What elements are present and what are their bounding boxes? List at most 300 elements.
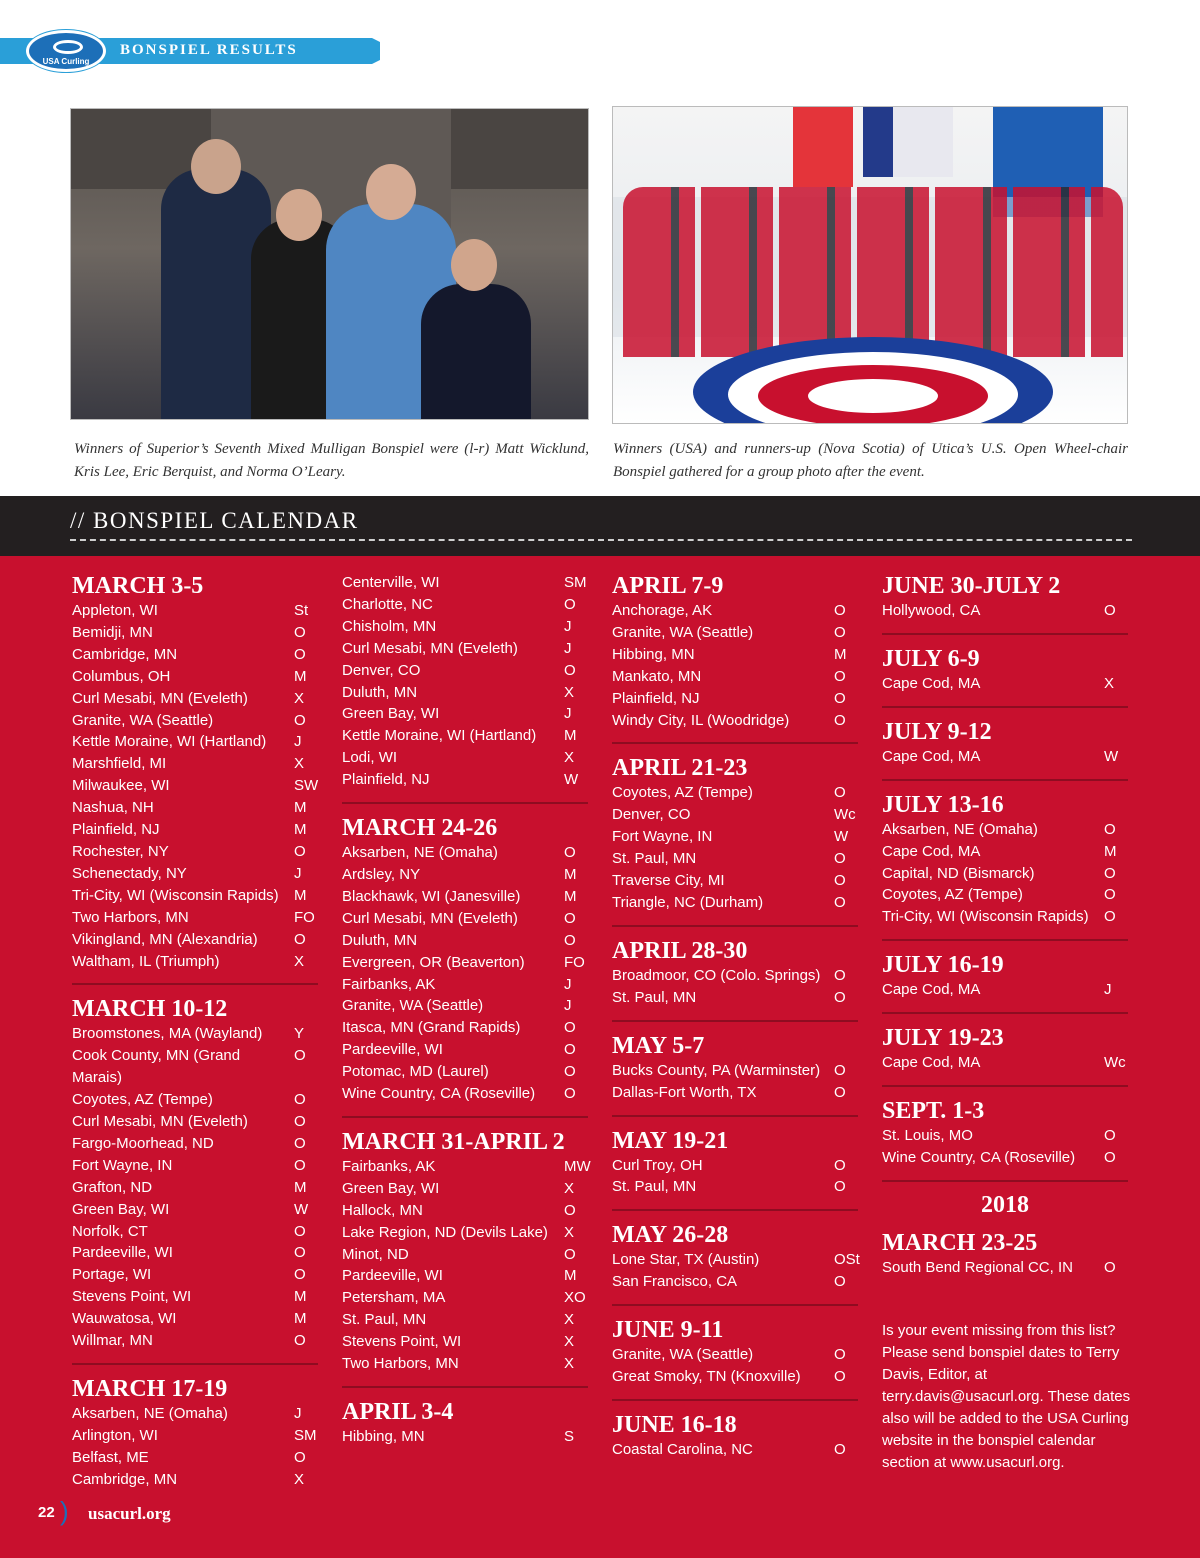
club-name: Two Harbors, MN [72,908,189,926]
event-code: O [564,844,576,862]
club-name: Waltham, IL (Triumph) [72,952,220,970]
club-name: Milwaukee, WI [72,777,170,795]
event-code: J [564,639,572,657]
calendar-divider [70,539,1132,541]
event-code: O [564,1019,576,1037]
list-item [72,1330,318,1352]
calendar-section [882,1099,1128,1182]
club-name: Curl Troy, OH [612,1156,703,1174]
club-name: Tri-City, WI (Wisconsin Rapids) [72,886,279,904]
event-code: Y [294,1025,305,1043]
section-title: JUNE 16-18 [612,1411,737,1438]
list-item [342,769,588,791]
list-item [882,1147,1128,1169]
event-code: SM [564,574,587,591]
event-code: O [1104,908,1116,926]
year-heading: 2018 [981,1191,1029,1218]
section-title: APRIL 28-30 [612,937,748,964]
club-name: Stevens Point, WI [342,1333,462,1351]
list-item [612,622,858,644]
list-item [72,666,318,688]
club-name: Curl Mesabi, MN (Eveleth) [342,909,518,927]
event-code: O [564,931,576,949]
list-item [72,600,318,622]
list-item [342,1222,588,1244]
list-item [612,1439,858,1461]
list-item [882,600,1128,622]
event-code: M [294,667,307,685]
list-item [612,600,858,622]
club-name: Itasca, MN (Grand Rapids) [342,1019,521,1037]
club-name: Portage, WI [72,1266,152,1284]
list-item [342,1061,588,1083]
club-name: Kettle Moraine, WI (Hartland) [342,727,537,745]
club-name: Fort Wayne, IN [72,1156,173,1174]
list-item [72,885,318,907]
event-code: O [294,1091,306,1109]
calendar-column-2 [342,562,591,1469]
page-number: 22 [38,1504,55,1521]
list-item [72,1155,318,1177]
list-item [612,1249,858,1271]
event-code: Wc [834,806,856,824]
list-item [612,782,858,804]
event-code: X [564,683,575,701]
club-name: Plainfield, NJ [72,821,160,839]
event-code: O [834,893,846,911]
event-code: X [564,749,575,767]
club-name: Centerville, WI [342,574,440,591]
club-name: Wine Country, CA (Roseville) [342,1085,536,1103]
list-item [342,660,588,682]
list-item [72,1177,318,1199]
list-item [72,1425,318,1447]
event-code: O [1104,1258,1116,1276]
list-item [342,952,588,974]
event-code: O [834,872,846,890]
event-code: X [1104,674,1115,692]
event-code: J [564,705,572,723]
list-item [612,1082,858,1104]
event-code: X [564,1223,575,1241]
club-name: Traverse City, MI [612,872,725,890]
event-code: O [834,1178,846,1196]
club-name: Pardeeville, WI [342,1267,443,1285]
club-name: Marshfield, MI [72,755,167,773]
list-item [882,863,1128,885]
event-code: M [294,1310,307,1328]
event-code: O [1104,602,1116,619]
club-name: Cape Cod, MA [882,747,981,765]
club-name: Evergreen, OR (Beaverton) [342,953,525,971]
event-code: O [294,1448,306,1466]
club-name: Columbus, OH [72,667,171,685]
list-item [342,995,588,1017]
list-item [72,710,318,732]
list-item [342,886,588,908]
section-title: MAY 19-21 [612,1127,729,1154]
list-item [72,1286,318,1308]
section-title: JUNE 9-11 [612,1317,724,1344]
club-name: Cape Cod, MA [882,842,981,860]
section-title: JULY 16-19 [882,952,1004,979]
club-name: Ardsley, NY [342,865,421,883]
list-item [342,930,588,952]
list-item [72,775,318,797]
club-name: Hibbing, MN [612,645,695,663]
list-item [342,1178,588,1200]
calendar-section [612,574,858,744]
club-name: Plainfield, NJ [612,689,700,707]
event-code: X [294,952,305,970]
section-title: MAY 5-7 [612,1032,705,1059]
club-name: Rochester, NY [72,842,169,860]
list-item [72,1447,318,1469]
calendar-section [882,793,1128,942]
event-code: M [564,865,577,883]
event-code: X [564,1355,575,1373]
list-item [342,1287,588,1309]
list-item [342,1039,588,1061]
list-item [342,638,588,660]
club-name: Aksarben, NE (Omaha) [342,844,498,862]
club-name: Mankato, MN [612,667,702,685]
list-item [72,797,318,819]
club-name: Minot, ND [342,1245,409,1263]
club-name: Coyotes, AZ (Tempe) [72,1091,213,1109]
club-name: Two Harbors, MN [342,1355,459,1373]
club-name: Aksarben, NE (Omaha) [882,820,1038,838]
section-title: APRIL 21-23 [612,755,748,782]
club-name: Plainfield, NJ [342,771,430,789]
club-name: Wine Country, CA (Roseville) [882,1148,1076,1166]
event-code: X [564,1333,575,1351]
event-code: O [834,988,846,1006]
calendar-section [612,939,858,1022]
club-name: Fort Wayne, IN [612,828,713,846]
event-code: O [564,1245,576,1263]
club-name: Curl Mesabi, MN (Eveleth) [342,639,518,657]
photo-mixed-mulligan-winners [70,108,589,420]
list-item [612,1060,858,1082]
section-header [0,30,400,72]
event-code: OSt [834,1251,860,1269]
event-code: J [564,997,572,1015]
event-code: O [1104,886,1116,904]
list-item [612,1344,858,1366]
list-item [72,688,318,710]
club-name: Cape Cod, MA [882,981,981,999]
club-name: Windy City, IL (Woodridge) [612,711,790,729]
club-name: Kettle Moraine, WI (Hartland) [72,733,267,751]
club-name: Hallock, MN [342,1201,423,1219]
calendar-section [612,1223,858,1306]
list-item [342,616,588,638]
list-item [612,688,858,710]
event-code: O [834,1083,846,1101]
event-code: M [294,1288,307,1306]
club-name: Great Smoky, TN (Knoxville) [612,1368,801,1386]
list-item [72,1403,318,1425]
club-name: Anchorage, AK [612,602,713,619]
event-code: St [294,602,309,619]
event-code: FO [564,953,585,971]
list-item [72,1111,318,1133]
club-name: Coyotes, AZ (Tempe) [882,886,1023,904]
list-item [342,974,588,996]
event-code: X [564,1311,575,1329]
event-code: Wc [1104,1054,1126,1072]
event-code: O [834,784,846,802]
event-code: O [834,1061,846,1079]
calendar-section [342,572,588,804]
club-name: St. Paul, MN [342,1311,427,1329]
club-name: Grafton, ND [72,1178,153,1196]
club-name: Granite, WA (Seattle) [612,1346,754,1364]
calendar-section [882,720,1128,781]
club-name: Dallas-Fort Worth, TX [612,1083,757,1101]
event-code: O [294,930,306,948]
list-item [882,673,1128,695]
calendar-column-3 [612,562,858,1482]
list-item [342,1083,588,1105]
list-item [72,841,318,863]
club-name: Charlotte, NC [342,595,433,613]
club-name: Green Bay, WI [342,705,440,723]
list-item [342,908,588,930]
section-title: MARCH 23-25 [882,1229,1038,1256]
event-code: O [1104,820,1116,838]
club-name: Lake Region, ND (Devils Lake) [342,1223,548,1241]
club-name: Granite, WA (Seattle) [72,711,214,729]
event-code: S [564,1428,575,1445]
event-code: X [294,755,305,773]
event-code: W [834,828,849,846]
list-item [612,1271,858,1293]
section-title: MARCH 10-12 [72,996,228,1023]
event-code: O [294,645,306,663]
club-name: South Bend Regional CC, IN [882,1258,1073,1276]
list-item [342,594,588,616]
club-name: Coyotes, AZ (Tempe) [612,784,753,802]
event-code: O [564,595,576,613]
club-name: Denver, CO [342,661,421,679]
list-item [612,710,858,732]
club-name: Vikingland, MN (Alexandria) [72,930,258,948]
event-code: O [294,623,306,641]
club-name: Petersham, MA [342,1289,446,1307]
event-code: O [1104,1148,1116,1166]
club-name: St. Paul, MN [612,1178,697,1196]
photo-caption-left: Winners of Superior’s Seventh Mixed Mulligan Bonspiel were (l-r) Matt Wicklund, Kris Lee, Eric Berquist, and Norma O’Leary. [74,441,589,480]
list-item [342,682,588,704]
list-item [72,622,318,644]
logo-text: USA Curling [42,57,90,66]
calendar-section [612,1318,858,1401]
calendar-section [72,997,318,1365]
calendar-section [612,1129,858,1212]
club-name: Lone Star, TX (Austin) [612,1251,760,1269]
event-code: MW [564,1157,591,1175]
event-code: O [564,1201,576,1219]
club-name: Denver, CO [612,806,691,824]
section-header-title: BONSPIEL RESULTS [120,42,298,58]
event-code: O [834,667,846,685]
event-code: J [294,864,302,882]
list-item [882,1125,1128,1147]
footer-site: usacurl.org [88,1504,171,1523]
list-item [342,1426,588,1448]
calendar-section [342,816,588,1118]
club-name: Cape Cod, MA [882,674,981,692]
event-code: FO [294,908,315,926]
section-title: MARCH 24-26 [342,815,498,842]
section-title: MAY 26-28 [612,1222,729,1249]
list-item [342,1331,588,1353]
club-name: Nashua, NH [72,799,154,817]
event-code: J [294,1405,302,1422]
list-item [882,1257,1128,1279]
list-item [882,1052,1128,1074]
calendar-column-4-sections [882,574,1128,1182]
section-title: APRIL 3-4 [342,1399,454,1425]
calendar-section [882,1026,1128,1087]
club-name: Pardeeville, WI [342,1041,443,1059]
club-name: Granite, WA (Seattle) [612,623,754,641]
section-title: JULY 13-16 [882,791,1004,818]
list-item [342,1309,588,1331]
event-code: J [294,733,302,751]
event-code: O [834,966,846,984]
list-item [72,1023,318,1045]
calendar-column-1 [72,562,318,1512]
club-name: Curl Mesabi, MN (Eveleth) [72,689,248,707]
club-name: Hibbing, MN [342,1428,425,1445]
list-item [72,907,318,929]
calendar-section [612,1034,858,1117]
event-code: O [294,1134,306,1152]
club-name: Aksarben, NE (Omaha) [72,1405,228,1422]
event-code: W [1104,747,1119,765]
calendar-title: // BONSPIEL CALENDAR [70,508,359,533]
club-name: St. Paul, MN [612,850,697,868]
club-name: Tri-City, WI (Wisconsin Rapids) [882,908,1089,926]
event-code: O [834,1156,846,1174]
event-code: O [564,1085,576,1103]
club-name: Chisholm, MN [342,617,437,635]
list-item [72,753,318,775]
list-item [72,644,318,666]
event-code: O [294,1113,306,1131]
calendar-section [72,1377,318,1502]
list-item [72,1264,318,1286]
event-code: W [294,1200,309,1218]
event-code: J [564,617,572,635]
event-code: O [564,1063,576,1081]
calendar-section [882,647,1128,708]
event-code: M [564,1267,577,1285]
list-item [882,884,1128,906]
event-code: O [564,909,576,927]
event-code: O [294,842,306,860]
event-code: O [834,1273,846,1291]
event-code: M [294,886,307,904]
event-code: M [834,645,847,663]
section-title: MARCH 17-19 [72,1376,228,1402]
list-item [72,1221,318,1243]
event-code: M [564,887,577,905]
event-code: O [294,1156,306,1174]
list-item [342,572,588,594]
list-item [72,929,318,951]
club-name: Cook County, MN (Grand Marais) [72,1047,241,1087]
club-name: Fairbanks, AK [342,975,436,993]
list-item [72,1308,318,1330]
calendar-section [882,953,1128,1014]
event-code: SM [294,1426,317,1444]
list-item [72,951,318,973]
event-code: M [564,727,577,745]
club-name: Duluth, MN [342,931,418,949]
list-item [72,1469,318,1491]
calendar-section [342,1400,588,1459]
list-item [72,1199,318,1221]
club-name: Triangle, NC (Durham) [612,893,764,911]
event-code: J [1104,981,1112,999]
section-title: APRIL 7-9 [612,573,724,599]
event-code: M [294,1178,307,1196]
section-2018 [882,1231,1128,1290]
list-item [882,841,1128,863]
club-name: Capital, ND (Bismarck) [882,864,1035,882]
event-code: X [564,1179,575,1197]
club-name: Appleton, WI [72,602,158,619]
list-item [342,1353,588,1375]
section-title: SEPT. 1-3 [882,1098,985,1125]
event-code: O [294,1047,306,1065]
event-code: X [294,689,305,707]
event-code: M [1104,842,1117,860]
list-item [72,1242,318,1264]
list-item [612,1176,858,1198]
list-item [612,892,858,914]
missing-event-note: Is your event missing from this list? Please send bonspiel dates to Terry Davis, Editor, at terry.davis@usacurl.org. These dates also will be added to the USA Curling website in the bonspiel calendar section at www.usacurl.org. [882,1322,1131,1471]
club-name: Broadmoor, CO (Colo. Springs) [612,966,821,984]
section-title: MARCH 31-APRIL 2 [342,1128,565,1155]
event-code: W [564,771,579,789]
event-code: O [1104,864,1116,882]
list-item [72,819,318,841]
event-code: O [834,1346,846,1364]
club-name: Green Bay, WI [72,1200,170,1218]
list-item [342,1244,588,1266]
photo-caption-right: Winners (USA) and runners-up (Nova Scotia) of Utica’s U.S. Open Wheel-chair Bonspiel gathered for a group photo after the event. [613,441,1128,480]
club-name: Green Bay, WI [342,1179,440,1197]
logo-ring-icon [53,40,83,54]
list-item [612,848,858,870]
club-name: Lodi, WI [342,749,398,767]
club-name: Bucks County, PA (Warminster) [612,1061,821,1079]
list-item [342,1156,591,1178]
list-item [612,987,858,1009]
calendar-section [612,1413,858,1472]
list-item [72,1133,318,1155]
event-code: O [1104,1127,1116,1145]
section-title: MARCH 3-5 [72,573,204,599]
event-code: M [294,799,307,817]
list-item [612,1366,858,1388]
event-code: O [294,1244,306,1262]
